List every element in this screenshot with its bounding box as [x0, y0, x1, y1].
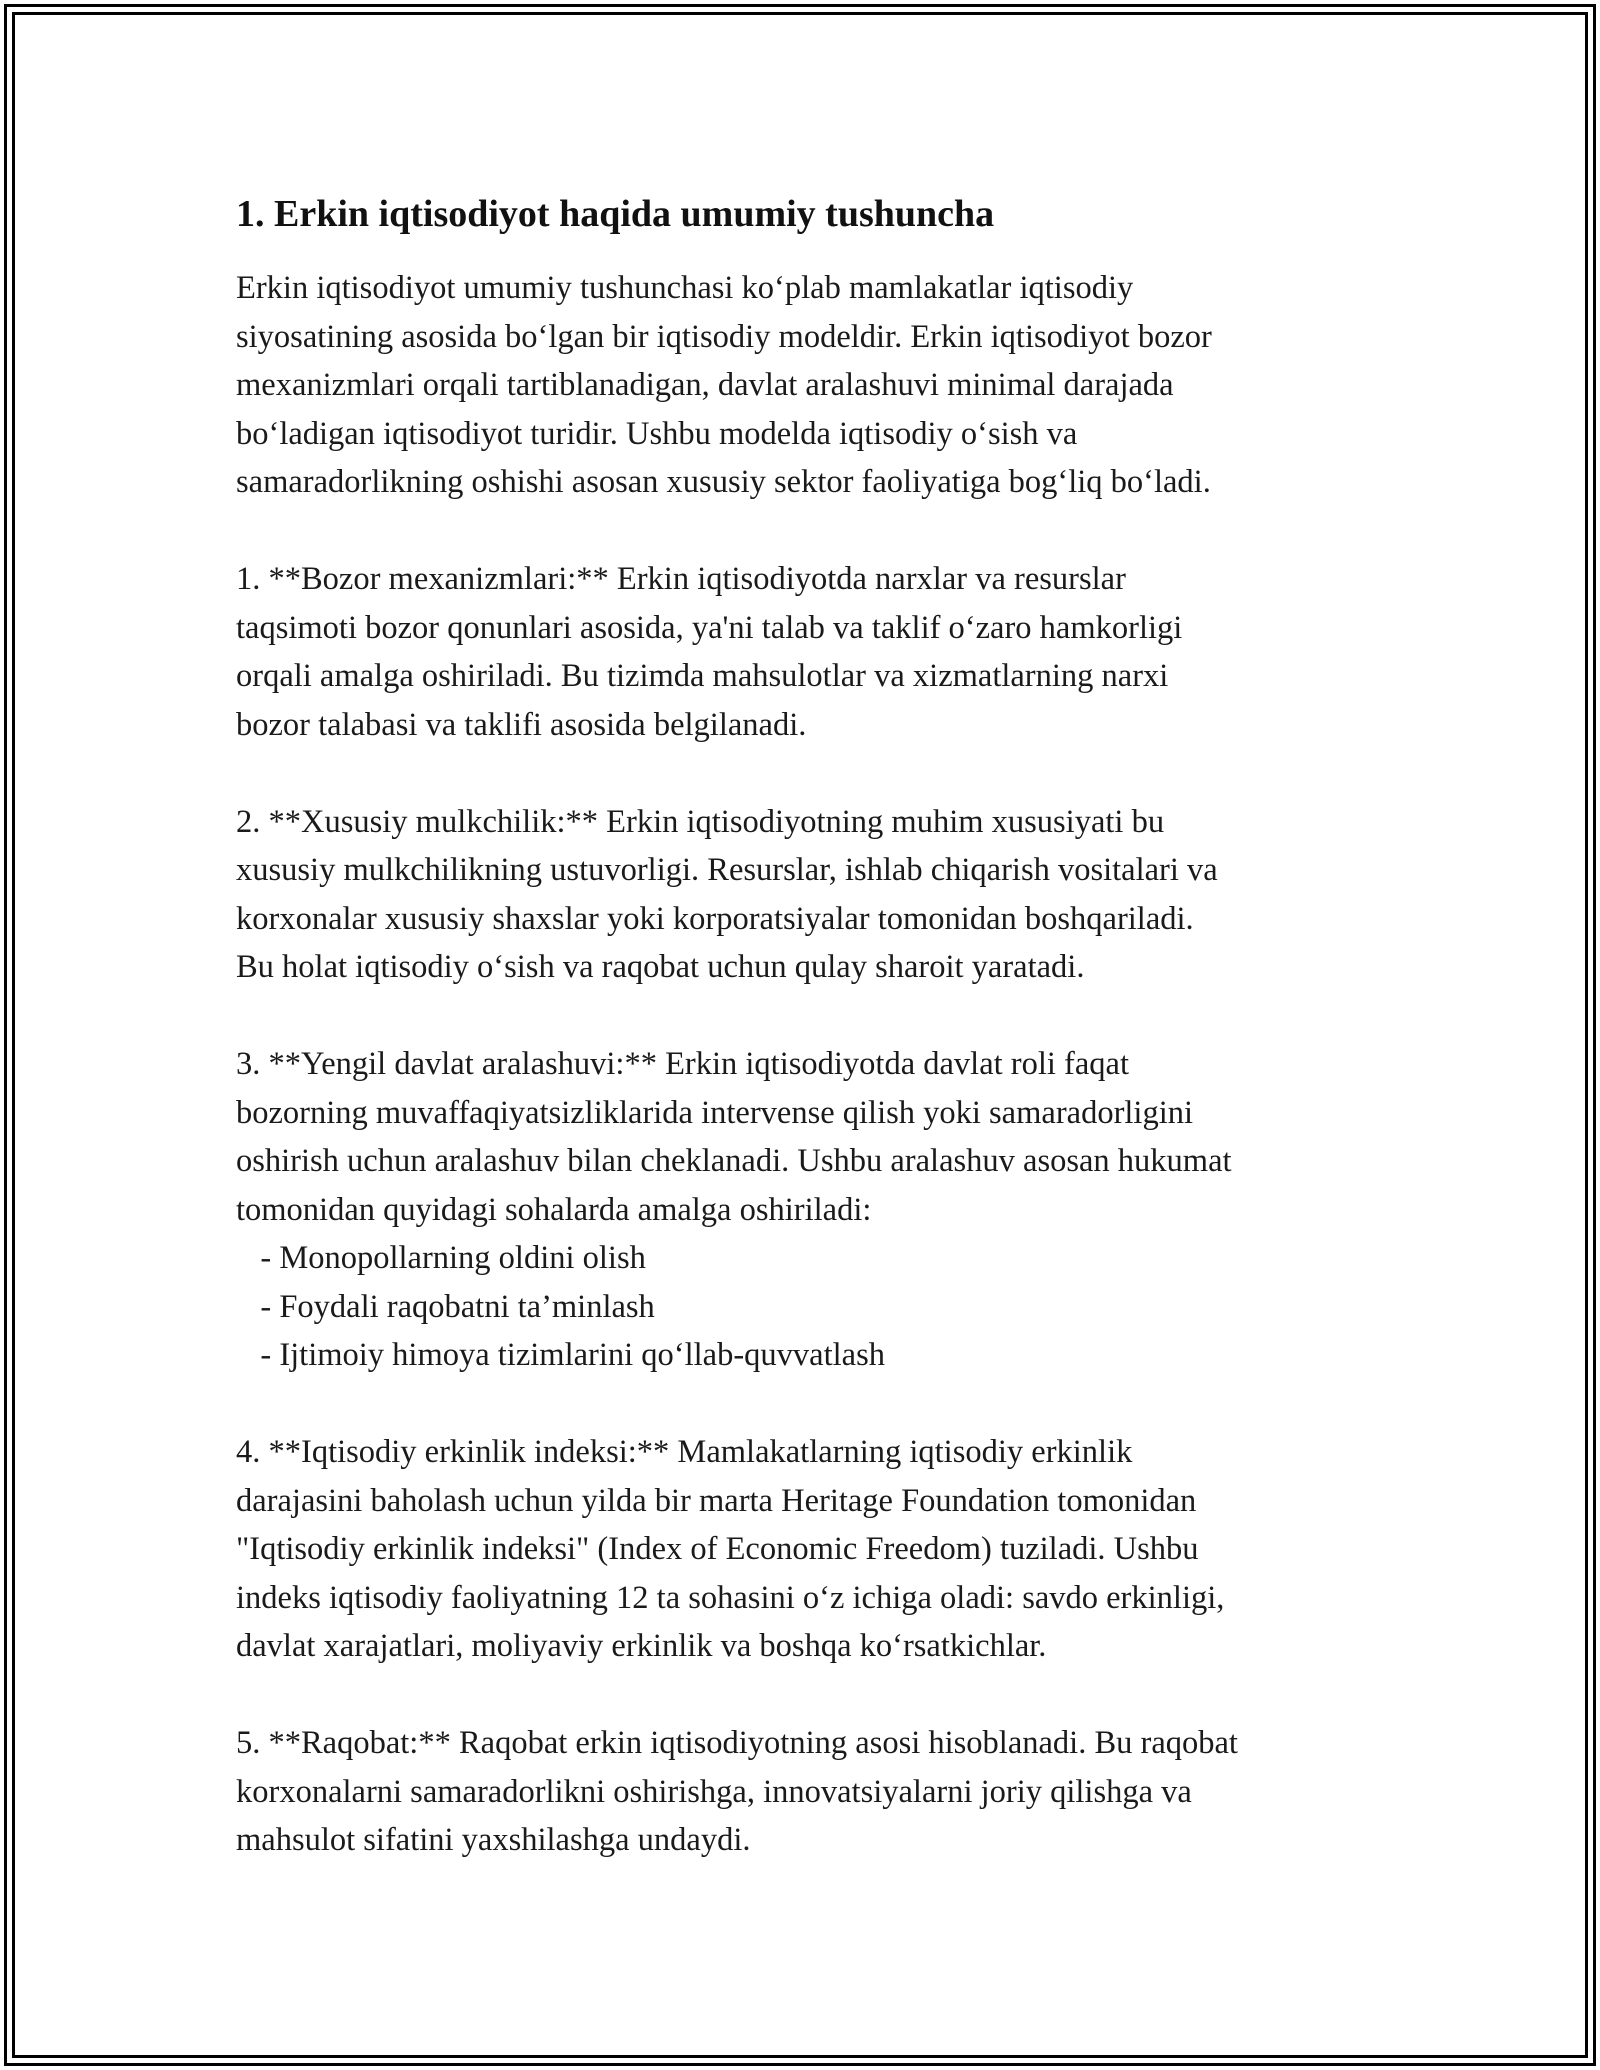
text-line: taqsimoti bozor qonunlari asosida, ya'ni talab va taklif o‘zaro hamkorligi	[236, 609, 1183, 646]
document-body	[236, 188, 1386, 1865]
text-line: samaradorlikning oshishi asosan xususiy sektor faoliyatiga bog‘liq bo‘ladi.	[236, 464, 1211, 500]
text-line: tomonidan quyidagi sohalarda amalga oshiriladi:	[236, 1191, 872, 1228]
list-item-davlat-aralashuvi	[236, 1040, 1386, 1380]
text-line: bozor talabasi va taklifi asosida belgilanadi.	[236, 706, 807, 743]
list-item-erkinlik-indeksi	[236, 1428, 1386, 1671]
text-line: siyosatining asosida bo‘lgan bir iqtisodiy modeldir. Erkin iqtisodiyot bozor	[236, 318, 1212, 355]
text-line: indeks iqtisodiy faoliyatning 12 ta sohasini o‘z ichiga oladi: savdo erkinligi,	[236, 1579, 1225, 1616]
list-item-raqobat	[236, 1719, 1386, 1865]
list-item-xususiy-mulkchilik	[236, 798, 1386, 992]
text-line: 1. **Bozor mexanizmlari:** Erkin iqtisodiyotda narxlar va resurslar	[236, 561, 1126, 597]
text-line: 5. **Raqobat:** Raqobat erkin iqtisodiyotning asosi hisoblanadi. Bu raqobat	[236, 1725, 1238, 1761]
text-line: Bu holat iqtisodiy o‘sish va raqobat uchun qulay sharoit yaratadi.	[236, 949, 1085, 985]
text-line: Erkin iqtisodiyot umumiy tushunchasi ko‘plab mamlakatlar iqtisodiy	[236, 270, 1134, 306]
text-line: mexanizmlari orqali tartiblanadigan, davlat aralashuvi minimal darajada	[236, 367, 1174, 403]
text-line: bo‘ladigan iqtisodiyot turidir. Ushbu modelda iqtisodiy o‘sish va	[236, 415, 1078, 452]
text-line: bozorning muvaffaqiyatsizliklarida intervense qilish yoki samaradorligini	[236, 1094, 1194, 1131]
text-line: 3. **Yengil davlat aralashuvi:** Erkin iqtisodiyotda davlat roli faqat	[236, 1046, 1129, 1082]
text-line: mahsulot sifatini yaxshilashga undaydi.	[236, 1822, 751, 1858]
text-line: "Iqtisodiy erkinlik indeksi" (Index of Economic Freedom) tuziladi. Ushbu	[236, 1531, 1199, 1567]
text-line: 4. **Iqtisodiy erkinlik indeksi:** Mamlakatlarning iqtisodiy erkinlik	[236, 1434, 1133, 1470]
text-line: oshirish uchun aralashuv bilan cheklanadi. Ushbu aralashuv asosan hukumat	[236, 1143, 1232, 1179]
text-line: davlat xarajatlari, moliyaviy erkinlik va boshqa ko‘rsatkichlar.	[236, 1628, 1047, 1664]
text-line: orqali amalga oshiriladi. Bu tizimda mahsulotlar va xizmatlarning narxi	[236, 658, 1169, 694]
text-line: korxonalarni samaradorlikni oshirishga, innovatsiyalarni joriy qilishga va	[236, 1773, 1192, 1810]
bullet-item: - Ijtimoiy himoya tizimlarini qo‘llab-quvvatlash	[236, 1337, 885, 1373]
intro-paragraph	[236, 264, 1386, 507]
list-item-bozor-mexanizmlari	[236, 555, 1386, 749]
text-line: 2. **Xususiy mulkchilik:** Erkin iqtisodiyotning muhim xususiyati bu	[236, 803, 1165, 840]
text-line: xususiy mulkchilikning ustuvorligi. Resurslar, ishlab chiqarish vositalari va	[236, 852, 1218, 888]
text-line: korxonalar xususiy shaxslar yoki korporatsiyalar tomonidan boshqariladi.	[236, 900, 1194, 937]
page-title: 1. Erkin iqtisodiyot haqida umumiy tushuncha	[236, 193, 995, 235]
bullet-item: - Monopollarning oldini olish	[236, 1240, 646, 1276]
bullet-item: - Foydali raqobatni ta’minlash	[236, 1288, 655, 1325]
text-line: darajasini baholash uchun yilda bir marta Heritage Foundation tomonidan	[236, 1482, 1197, 1519]
